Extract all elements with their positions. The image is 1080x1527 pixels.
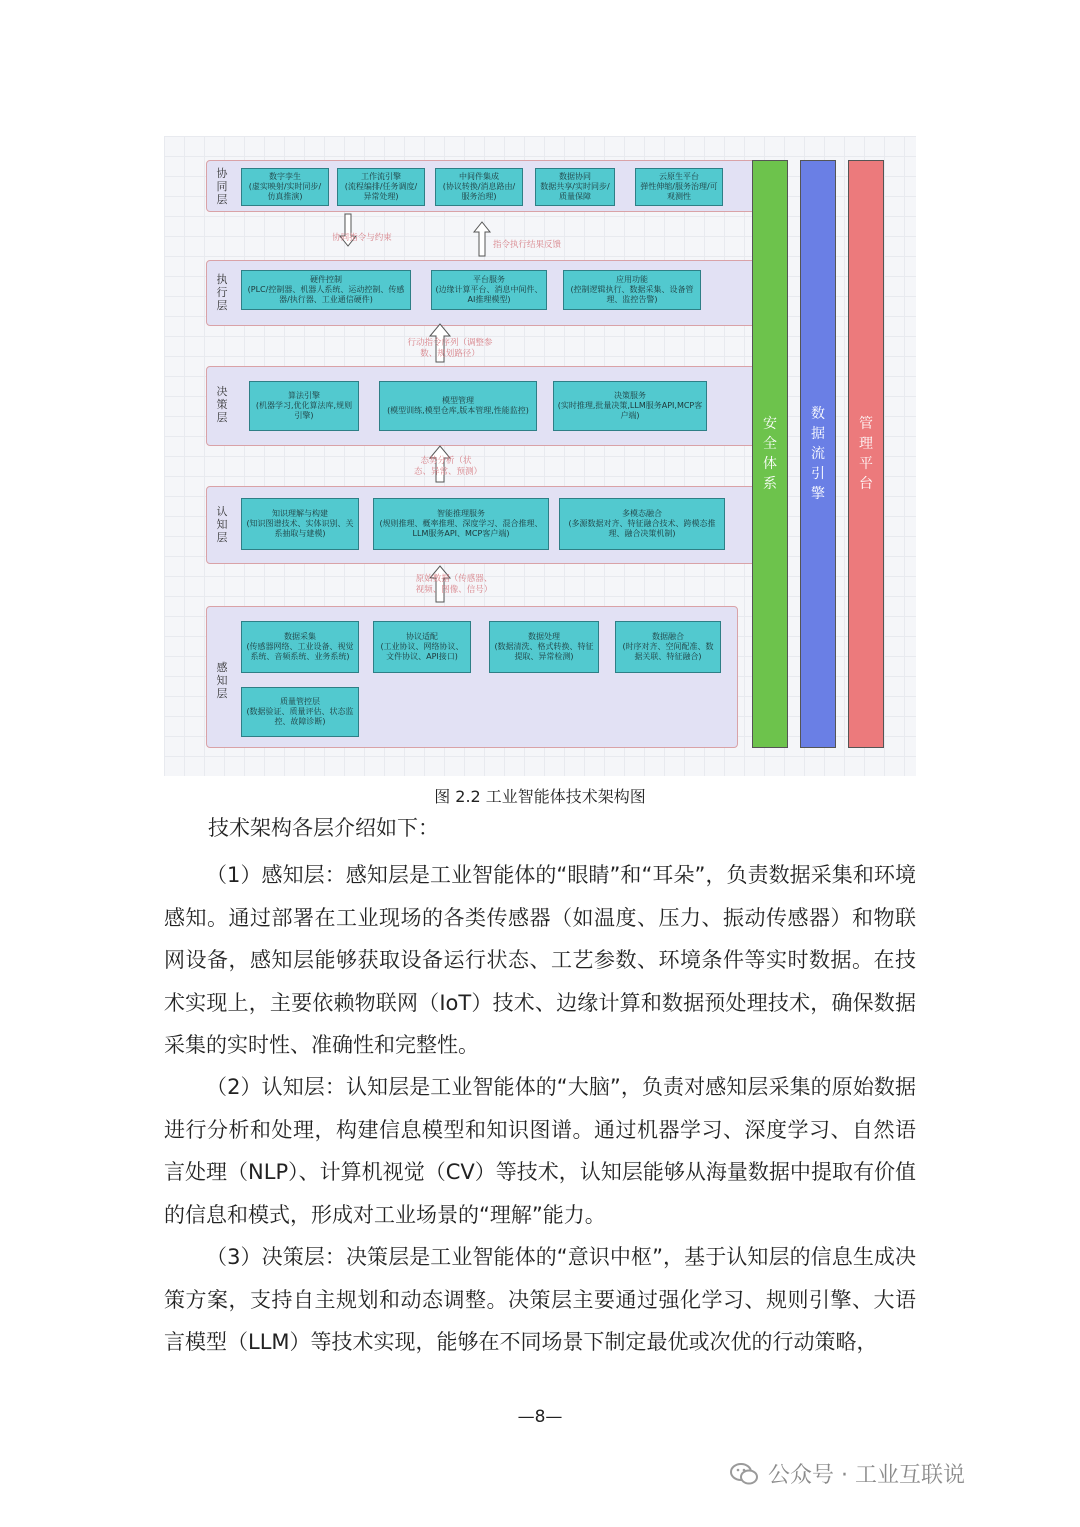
module-body: (实时推理,批量决策,LLM服务API,MCP客户端): [557, 401, 703, 420]
module-body: 数据共享/实时同步/质量保障: [540, 182, 610, 201]
module-body: (PLC/控制器、机器人系统、运动控制、传感器/执行器、工业通信硬件): [247, 285, 405, 304]
module-title: 应用功能: [616, 275, 648, 284]
architecture-diagram: [164, 136, 916, 776]
module-body: (协议转换/消息路由/服务治理): [442, 182, 516, 201]
module-title: 数字孪生: [269, 172, 301, 181]
module-title: 中间件集成: [459, 172, 499, 181]
module-title: 决策服务: [614, 391, 646, 400]
column-label: 数据流引擎: [811, 406, 825, 502]
module-body: (多源数据对齐、特征融合技术、跨模态推理、融合决策机制): [568, 519, 716, 538]
module-title: 数据处理: [528, 632, 560, 641]
module-title: 知识理解与构建: [272, 509, 328, 518]
module-title: 数据融合: [652, 632, 684, 641]
module-body: (数据验证、质量评估、状态监控、故障诊断): [246, 707, 354, 726]
layer-label: 执行层: [216, 273, 228, 312]
module-body: (工业协议、网络协议、文件协议、API接口): [380, 642, 464, 661]
paragraph-cognition: （2）认知层：认知层是工业智能体的“大脑”，负责对感知层采集的原始数据进行分析和处理，构建信息模型和知识图谱。通过机器学习、深度学习、自然语言处理（NLP）、计算机视觉（CV）等技术，认知层能够从海量数据中提取有价值的信息和模式，形成对工业场景的“理解”能力。: [164, 1075, 916, 1227]
layer-label: 认知层: [216, 505, 228, 544]
module-title: 质量管控层: [280, 697, 320, 706]
module-title: 平台服务: [473, 275, 505, 284]
figure-caption: 图 2.2 工业智能体技术架构图: [434, 787, 646, 806]
module-title: 工作流引擎: [361, 172, 401, 181]
column-management-platform: [848, 160, 884, 748]
module-title: 模型管理: [442, 396, 474, 405]
flow-label-decision-to-execution: 行动指令序列（调整参数、规划路径）: [407, 338, 493, 359]
page-number: —8—: [517, 1407, 563, 1427]
module-body: (模型训练,模型仓库,版本管理,性能监控): [387, 406, 529, 415]
flow-label-coordination-up: 指令执行结果反馈: [492, 240, 561, 250]
column-label: 管理平台: [859, 416, 873, 492]
module-title: 多模态融合: [622, 509, 662, 518]
module-title: 智能推理服务: [437, 509, 485, 518]
module-body: (知识图谱技术、实体识别、关系抽取与建模): [246, 519, 354, 538]
module-body: (数据清洗、格式转换、特征提取、异常检测): [494, 642, 594, 661]
column-label: 安全体系: [763, 416, 777, 492]
module-title: 数据协同: [559, 172, 591, 181]
flow-label-coordination-down: 协同指令与约束: [332, 233, 392, 243]
column-security: [752, 160, 788, 748]
module-title: 云原生平台: [659, 172, 699, 181]
module-title: 协议适配: [406, 632, 438, 641]
module-title: 硬件控制: [310, 275, 342, 284]
flow-label-cognition-to-decision: 态势分析（状态、异常、预测）: [414, 456, 483, 477]
layer-label: 协同层: [216, 167, 228, 206]
flow-label-perception-to-cognition: 原始数据（传感器、视频、图像、信号）: [415, 574, 493, 595]
module-body: (流程编排/任务调度/异常处理): [344, 182, 418, 201]
module-title: 算法引擎: [288, 391, 320, 400]
module-body: (时序对齐、空间配准、数据关联、特征融合): [622, 642, 714, 661]
module-body: (控制逻辑执行、数据采集、设备管理、监控告警): [570, 285, 694, 304]
watermark: [730, 1458, 965, 1489]
module-body: 弹性伸缩/服务治理/可观测性: [640, 182, 718, 201]
paragraph-perception: （1）感知层：感知层是工业智能体的“眼睛”和“耳朵”，负责数据采集和环境感知。通过部署在工业现场的各类传感器（如温度、压力、振动传感器）和物联网设备，感知层能够获取设备运行状态、工艺参数、环境条件等实时数据。在技术实现上，主要依赖物联网（IoT）技术、边缘计算和数据预处理技术，确保数据采集的实时性、准确性和完整性。: [164, 863, 916, 1057]
module-body: (传感器网络、工业设备、视觉系统、音频系统、业务系统): [246, 642, 354, 661]
module-body: (虚实映射/实时同步/仿真推演): [248, 182, 322, 201]
layer-label: 决策层: [216, 385, 228, 424]
module-title: 数据采集: [284, 632, 316, 641]
wechat-icon: [730, 1462, 758, 1486]
module-body: (规则推理、概率推理、深度学习、混合推理、LLM服务API、MCP客户端): [379, 519, 543, 538]
section-intro: 技术架构各层介绍如下：: [208, 816, 439, 840]
paragraph-decision: （3）决策层：决策层是工业智能体的“意识中枢”，基于认知层的信息生成决策方案，支持自主规划和动态调整。决策层主要通过强化学习、规则引擎、大语言模型（LLM）等技术实现，能够在不同场景下制定最优或次优的行动策略，: [164, 1245, 916, 1354]
watermark-text: 公众号 · 工业互联说: [768, 1463, 965, 1488]
module-body: (机器学习,优化算法库,规则引擎): [255, 401, 353, 420]
layer-label: 感知层: [216, 661, 228, 700]
column-dataflow-engine: [800, 160, 836, 748]
module-body: (边缘计算平台、消息中间件、AI推理模型): [435, 285, 543, 304]
